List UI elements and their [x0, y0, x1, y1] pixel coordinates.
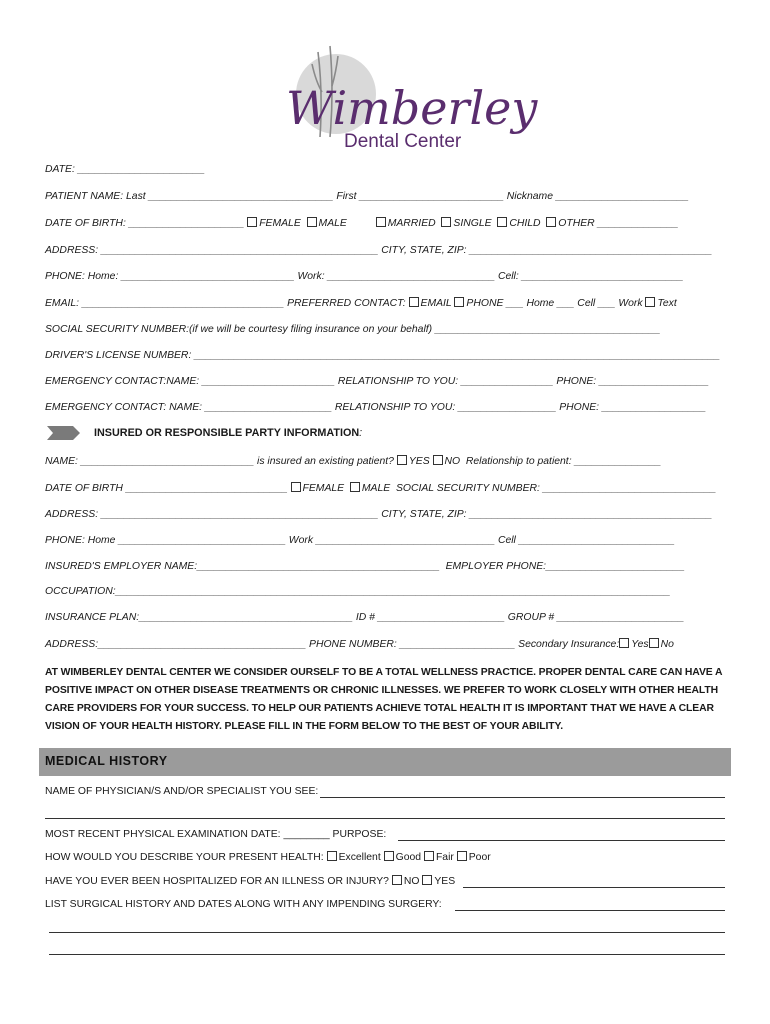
arrow-icon [45, 425, 81, 441]
married-checkbox[interactable] [376, 217, 386, 227]
dob-gender-status-row[interactable]: DATE OF BIRTH: ____________________ FEMALE MALE MARRIED SINGLE CHILD OTHER ______________ [45, 218, 679, 229]
surgical-underline-2[interactable] [49, 932, 725, 933]
text-checkbox[interactable] [645, 297, 655, 307]
surgical-underline[interactable] [455, 910, 725, 911]
insured-employer-field[interactable]: INSURED'S EMPLOYER NAME:__________________________________________ EMPLOYER PHONE:________________________ [45, 561, 685, 572]
female-checkbox[interactable] [247, 217, 257, 227]
insured-name-row[interactable]: NAME: ______________________________ is insured an existing patient? YES NO Relationship to patient: _______________ [45, 456, 662, 467]
insured-address-field[interactable]: ADDRESS: ________________________________________________ CITY, STATE, ZIP: __________________________________________ [45, 509, 713, 520]
insured-occupation-field[interactable]: OCCUPATION:________________________________________________________________________________________________ [45, 586, 671, 597]
single-checkbox[interactable] [441, 217, 451, 227]
drivers-license-field[interactable]: DRIVER'S LICENSE NUMBER: ___________________________________________________________________________________________ [45, 350, 721, 361]
medical-history-title: MEDICAL HISTORY [45, 754, 168, 768]
present-health-row[interactable]: HOW WOULD YOU DESCRIBE YOUR PRESENT HEALTH: Excellent Good Fair Poor [45, 852, 491, 863]
insured-dob-row[interactable]: DATE OF BIRTH ____________________________ FEMALE MALE SOCIAL SECURITY NUMBER: ______________________________ [45, 483, 717, 494]
hospitalized-yes-checkbox[interactable] [422, 875, 432, 885]
surgical-underline-3[interactable] [49, 954, 725, 955]
date-field[interactable]: DATE: ______________________ [45, 164, 205, 175]
insured-male-checkbox[interactable] [350, 482, 360, 492]
secondary-no-checkbox[interactable] [649, 638, 659, 648]
email-checkbox[interactable] [409, 297, 419, 307]
hospitalized-row[interactable]: HAVE YOU EVER BEEN HOSPITALIZED FOR AN ILLNESS OR INJURY? NO YES [45, 876, 456, 887]
logo-wordmark: Wimberley [286, 81, 538, 135]
emergency-contact-1[interactable]: EMERGENCY CONTACT:NAME: _______________________ RELATIONSHIP TO YOU: ________________ PHONE: ___________________ [45, 376, 709, 387]
surgical-history-field[interactable]: LIST SURGICAL HISTORY AND DATES ALONG WITH ANY IMPENDING SURGERY: [45, 899, 442, 910]
hospitalized-underline[interactable] [463, 887, 725, 888]
phone-field[interactable]: PHONE: Home: ______________________________ Work: _____________________________ Cell: ____________________________ [45, 271, 684, 282]
email-contact-row[interactable]: EMAIL: ___________________________________ PREFERRED CONTACT: EMAIL PHONE ___ Home ___ Cell ___ Work Text [45, 298, 677, 309]
physician-underline[interactable] [320, 797, 725, 798]
secondary-yes-checkbox[interactable] [619, 638, 629, 648]
hospitalized-no-checkbox[interactable] [392, 875, 402, 885]
poor-checkbox[interactable] [457, 851, 467, 861]
physician-underline-2[interactable] [45, 818, 725, 819]
notice-line: AT WIMBERLEY DENTAL CENTER WE CONSIDER OURSELF TO BE A TOTAL WELLNESS PRACTICE. PROPER DENTAL CARE CAN HAVE A [45, 667, 723, 678]
other-checkbox[interactable] [546, 217, 556, 227]
exam-field[interactable]: MOST RECENT PHYSICAL EXAMINATION DATE: ________ PURPOSE: [45, 829, 387, 840]
wellness-notice [45, 664, 735, 736]
insured-no-checkbox[interactable] [433, 455, 443, 465]
insured-yes-checkbox[interactable] [397, 455, 407, 465]
physician-field[interactable]: NAME OF PHYSICIAN/S AND/OR SPECIALIST YOU SEE: [45, 786, 319, 797]
address-field[interactable]: ADDRESS: ________________________________________________ CITY, STATE, ZIP: __________________________________________ [45, 245, 713, 256]
logo-subtitle: Dental Center [344, 131, 462, 152]
purpose-underline[interactable] [398, 840, 725, 841]
good-checkbox[interactable] [384, 851, 394, 861]
insured-phone-field[interactable]: PHONE: Home _____________________________ Work _______________________________ Cell ___________________________ [45, 535, 675, 546]
notice-line: CARE PROVIDERS FOR YOUR SUCCESS. TO HELP OUR PATIENTS ACHIEVE TOTAL HEALTH IT IS IMPORTANT THAT WE HAVE A CLEAR [45, 703, 714, 714]
insured-section-title: INSURED OR RESPONSIBLE PARTY INFORMATION: [94, 427, 363, 439]
excellent-checkbox[interactable] [327, 851, 337, 861]
fair-checkbox[interactable] [424, 851, 434, 861]
patient-name-field[interactable]: PATIENT NAME: Last ________________________________ First _________________________ Nickname _______________________ [45, 191, 689, 202]
insured-female-checkbox[interactable] [291, 482, 301, 492]
insurance-address-row[interactable]: ADDRESS:____________________________________ PHONE NUMBER: ____________________ Secondary Insurance: Yes No [45, 639, 674, 650]
wimberley-dental-logo [278, 42, 538, 154]
insurance-plan-field[interactable]: INSURANCE PLAN:_____________________________________ ID # ______________________ GROUP # ______________________ [45, 612, 685, 623]
ssn-field[interactable]: SOCIAL SECURITY NUMBER:(if we will be courtesy filing insurance on your behalf) _______________________________________ [45, 324, 661, 335]
phone-checkbox[interactable] [454, 297, 464, 307]
child-checkbox[interactable] [497, 217, 507, 227]
male-checkbox[interactable] [307, 217, 317, 227]
notice-line: VISION OF YOUR HEALTH HISTORY. PLEASE FILL IN THE FORM BELOW TO THE BEST OF YOUR ABILITY. [45, 721, 563, 732]
emergency-contact-2[interactable]: EMERGENCY CONTACT: NAME: ______________________ RELATIONSHIP TO YOU: _________________ PHONE: __________________ [45, 402, 706, 413]
notice-line: POSITIVE IMPACT ON OTHER DISEASE TREATMENTS OR CHRONIC ILLNESSES. WE PREFER TO WORK CLOSELY WITH OTHER HEALTH [45, 685, 718, 696]
